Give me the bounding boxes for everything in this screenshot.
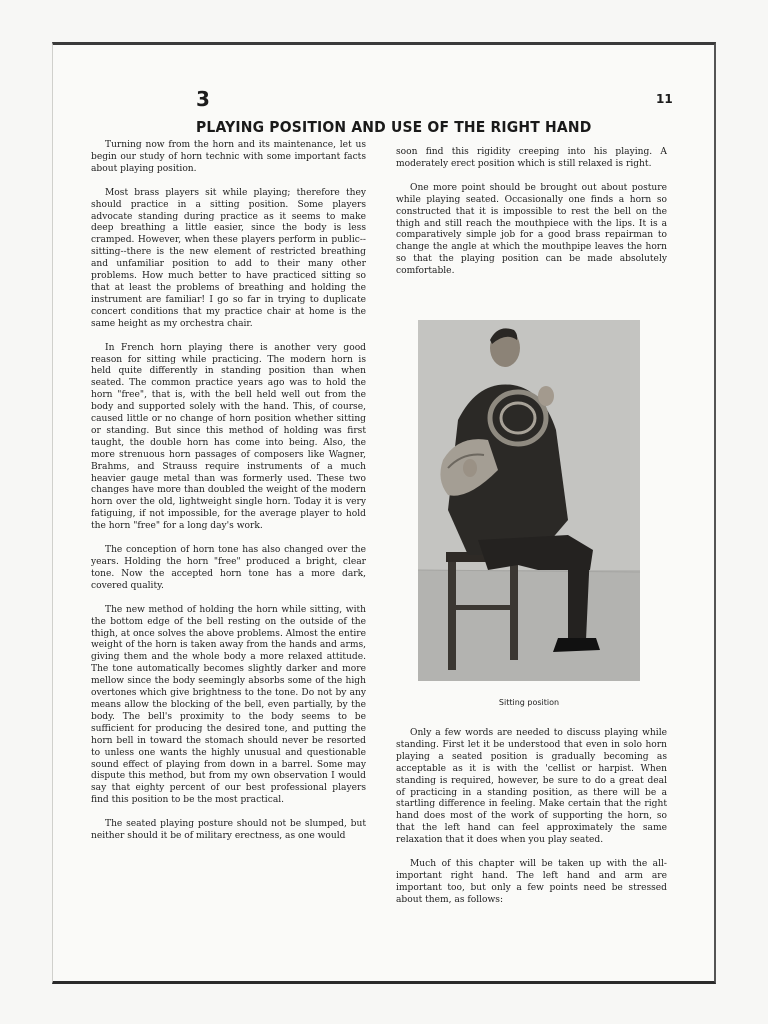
chapter-title: PLAYING POSITION AND USE OF THE RIGHT HAND	[196, 118, 592, 136]
left-text-column	[91, 140, 366, 855]
paragraph: The seated playing posture should not be slumped, but neither should it be of military erectness, as one would	[91, 819, 366, 842]
paragraph: Much of this chapter will be taken up with the all-important right hand. The left hand and arm are important too, but only a few points need be stressed about them, as follows:	[396, 859, 667, 905]
paragraph: One more point should be brought out about posture while playing seated. Occasionally one finds a horn so constructed that it is impossible to rest the bell on the thigh and still reach the mouthpiece with the lips. It is a comparatively simple job for a good brass repairman to change the angle at which the mouthpipe leaves the horn so that the playing position can be made absolutely comfortable.	[396, 182, 667, 277]
paragraph: Turning now from the horn and its maintenance, let us begin our study of horn technic with some important facts about playing position.	[91, 140, 366, 174]
right-text-column-bottom	[396, 728, 667, 919]
right-text-column-top	[396, 147, 667, 290]
photo-caption: Sitting position	[498, 698, 560, 707]
paragraph: The new method of holding the horn while sitting, with the bottom edge of the bell resting on the outside of the thigh, at once solves the above problems. Almost the entire weight of the horn is taken away from the hands and arms, giving them and the whole body a more relaxed attitude. The tone automatically becomes slightly darker and more mellow since the body seemingly absorbs some of the high overtones which give brightness to the tone. Do not by any means allow the blocking of the bell, even partially, by the body. The bell's proximity to the body seems to be sufficient for producing the desired tone, and putting the horn bell in toward the stomach should never be resorted to unless one wants the highly unusual and questionable sound effect of playing from down in a barrel. Some may dispute this method, but from my own observation I would say that eighty percent of our best professional players find this position to be the most practical.	[91, 604, 366, 806]
page-number: 11	[656, 92, 673, 106]
photo-illustration	[418, 320, 640, 681]
sitting-position-photo	[418, 320, 640, 681]
paragraph: Only a few words are needed to discuss playing while standing. First let it be understood that even in solo horn playing a seated position is gradually becoming as acceptable as it is with the 'cellist or harpist. When standing is required, however, be sure to do a great deal of practicing in a standing position, as there will be a startling difference in feeling. Make certain that the right hand does most of the work of supporting the horn, so that the left hand can feel approximately the same relaxation that it does when you play seated.	[396, 728, 667, 846]
paragraph: In French horn playing there is another very good reason for sitting while practicing. The modern horn is held quite differently in standing position than when seated. The common practice years ago was to hold the horn "free", that is, with the bell held well out from the body and supported solely with the hand. This, of course, caused little or no change of horn position whether sitting or standing. But since this method of holding was first taught, the double horn has come into being. Also, the more strenuous horn passages of composers like Wagner, Brahms, and Strauss require instruments of a much heavier gauge metal than was formerly used. These two changes have more than doubled the weight of the modern horn over the old, lightweight single horn. Today it is very fatiguing, if not impossible, for the average player to hold the horn "free" for a long day's work.	[91, 342, 366, 532]
paragraph: soon find this rigidity creeping into his playing. A moderately erect position which is still relaxed is right.	[396, 147, 667, 169]
paragraph: The conception of horn tone has also changed over the years. Holding the horn "free" produced a bright, clear tone. Now the accepted horn tone has a more dark, covered quality.	[91, 545, 366, 591]
chapter-number: 3	[196, 87, 210, 111]
paragraph: Most brass players sit while playing; therefore they should practice in a sitting position. Some players advocate standing during practice as it seems to make deep breathing a little easier, since the body is less cramped. However, when these players perform in public--sitting--there is the new element of restricted breathing and unfamiliar position to add to their many other problems. How much better to have practiced sitting so that at least the problems of breathing and holding the instrument are familiar! I go so far in trying to duplicate concert conditions that my practice chair at home is the same height as my orchestra chair.	[91, 187, 366, 329]
